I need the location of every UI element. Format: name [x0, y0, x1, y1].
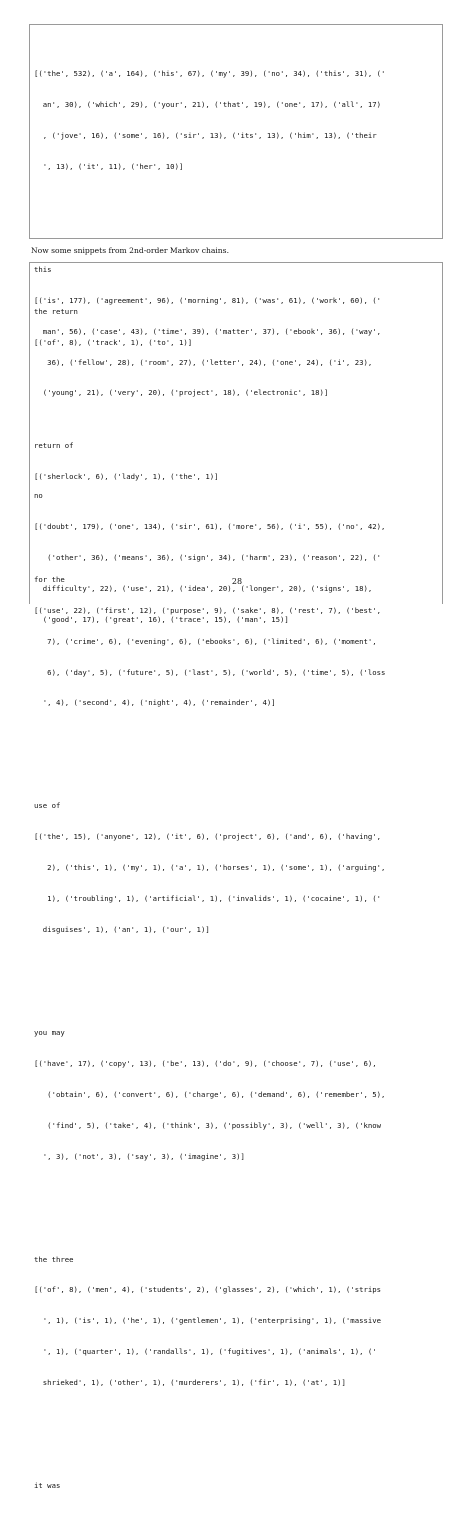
blank-line [34, 1203, 437, 1213]
code-line: , ('jove', 16), ('some', 16), ('sir', 13), ('its', 13), ('him', 13), ('their [34, 130, 377, 140]
blank-line [34, 390, 437, 400]
code-line: ', 1), ('quarter', 1), ('randalls', 1), ('fugitives', 1), ('animals', 1), (' [34, 1347, 377, 1357]
code-group [34, 1460, 437, 1511]
blank-line [34, 750, 437, 760]
blank-line [34, 976, 437, 986]
code-group-header: the three [34, 1254, 74, 1264]
code-line: [('of', 8), ('men', 4), ('students', 2), ('glasses', 2), ('which', 1), ('strips [34, 1285, 382, 1295]
code-line: 36), ('fellow', 28), ('room', 27), ('letter', 24), ('one', 24), ('i', 23), [34, 357, 373, 367]
code-group [34, 781, 437, 956]
code-group-header: it was [34, 1481, 61, 1491]
code-group [34, 287, 437, 369]
code-group [34, 1007, 437, 1182]
code-group [34, 49, 437, 193]
code-line: difficulty', 22), ('use', 21), ('idea', 20), ('longer', 20), ('signs', 18), [34, 584, 373, 594]
code-line: disguises', 1), ('an', 1), ('our', 1)] [34, 925, 210, 934]
page-number: 28 [231, 577, 243, 586]
code-line: ('other', 36), ('means', 36), ('sign', 34), ('harm', 23), ('reason', 22), (' [34, 553, 382, 563]
code-line: shrieked', 1), ('other', 1), ('murderers', 1), ('fir', 1), ('at', 1)] [34, 1378, 346, 1388]
code-line: 7), ('crime', 6), ('evening', 6), ('ebooks', 6), ('limited', 6), ('moment', [34, 636, 377, 646]
blank-line [34, 213, 437, 223]
code-line: 2), ('this', 1), ('my', 1), ('a', 1), ('horses', 1), ('some', 1), ('arguing', [34, 863, 386, 873]
code-group-header: you may [34, 1027, 65, 1037]
code-line: an', 30), ('which', 29), ('your', 21), ('that', 19), ('one', 17), ('all', 17) [34, 100, 382, 110]
code-group-header: the return [34, 307, 78, 317]
code-line: ', 4), ('second', 4), ('night', 4), ('remainder', 4)] [34, 698, 276, 708]
code-line: ', 1), ('is', 1), ('he', 1), ('gentlemen', 1), ('enterprising', 1), ('massive [34, 1316, 382, 1326]
code-group [34, 1234, 437, 1409]
code-line: [('sherlock', 6), ('lady', 1), ('the', 1)] [34, 471, 219, 481]
code-line: [('the', 532), ('a', 164), ('his', 67), ('my', 39), ('no', 34), ('this', 31), (' [34, 69, 386, 79]
code-line: [('of', 8), ('track', 1), ('to', 1)] [34, 338, 193, 348]
code-line: ('find', 5), ('take', 4), ('think', 3), ('possibly', 3), ('well', 3), ('know [34, 1120, 382, 1130]
code-line: ('obtain', 6), ('convert', 6), ('charge', 6), ('demand', 6), ('remember', 5), [34, 1089, 386, 1099]
code-line: ', 3), ('not', 3), ('say', 3), ('imagine', 3)] [34, 1151, 245, 1161]
code-line: [('have', 17), ('copy', 13), ('be', 13), ('do', 9), ('choose', 7), ('use', 6), [34, 1058, 377, 1068]
code-line: ('young', 21), ('very', 20), ('project', 18), ('electronic', 18)] [34, 388, 329, 398]
code-group-header: for the [34, 574, 65, 584]
code-group-header: use of [34, 801, 61, 811]
code-line: ('good', 17), ('great', 16), ('trace', 15), ('man', 15)] [34, 614, 289, 624]
code-line: [('the', 15), ('anyone', 12), ('it', 6), ('project', 6), ('and', 6), ('having', [34, 832, 382, 842]
code-line: [('use', 22), ('first', 12), ('purpose', 9), ('sake', 8), ('rest', 7), ('best', [34, 605, 382, 615]
blank-line [34, 1430, 437, 1440]
body-text: Now some snippets from 2nd-order Markov chains. [31, 246, 229, 255]
code-line: ', 13), ('it', 11), ('her', 10)] [34, 161, 184, 171]
code-line: [('doubt', 179), ('one', 134), ('sir', 61), ('more', 56), ('i', 55), ('no', 42), [34, 522, 386, 532]
code-group [34, 420, 437, 502]
blank-line [34, 523, 437, 533]
code-line: 6), ('day', 5), ('future', 5), ('last', 5), ('world', 5), ('time', 5), ('loss [34, 667, 386, 677]
code-line: man', 56), ('case', 43), ('time', 39), ('matter', 37), ('ebook', 36), ('way', [34, 326, 382, 336]
code-line: [('is', 177), ('agreement', 96), ('morning', 81), ('was', 61), ('work', 60), (' [34, 295, 382, 305]
code-line: 1), ('troubling', 1), ('artificial', 1), ('invalids', 1), ('cocaine', 1), (' [34, 894, 382, 904]
code-group-header: this [34, 264, 52, 274]
code-group-header: no [34, 491, 43, 501]
code-group-header: return of [34, 441, 74, 451]
